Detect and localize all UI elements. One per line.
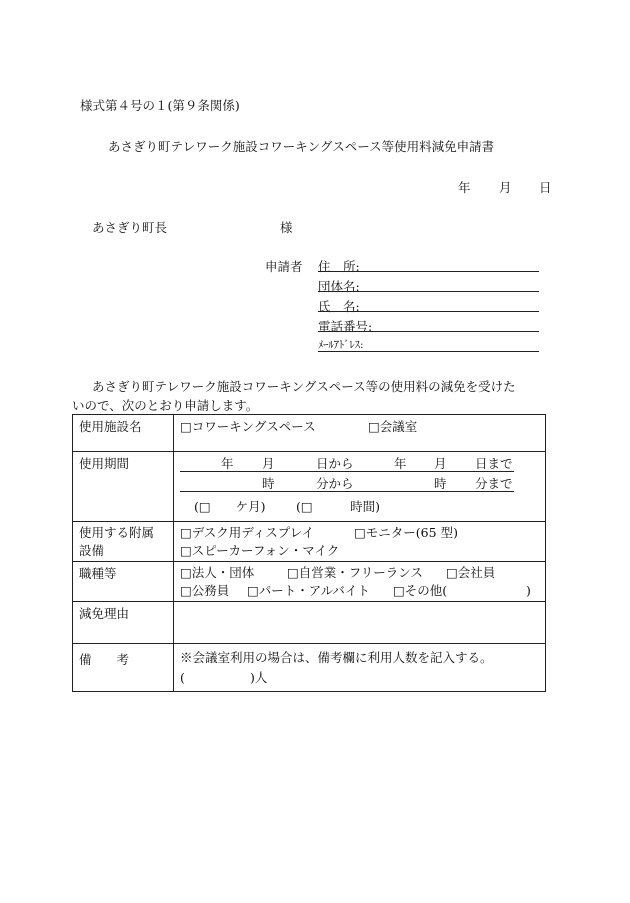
remarks-cell[interactable] [174, 644, 546, 692]
period-end-year: 年 [394, 456, 407, 471]
period-start-year: 年 [221, 456, 234, 471]
occupation-cell [174, 562, 546, 602]
equipment-option-display[interactable]: □デスク用ディスプレイ [180, 525, 315, 540]
applicant-email-line[interactable] [318, 351, 539, 352]
facility-option-coworking[interactable]: □コワーキングスペース [180, 419, 316, 434]
applicant-phone-label: 電話番号: [318, 319, 373, 334]
reason-label: 減免理由 [73, 602, 174, 644]
period-cell [174, 452, 546, 522]
occupation-label: 職種等 [73, 562, 174, 602]
facility-label: 使用施設名 [73, 415, 174, 452]
occupation-option-part-time[interactable]: □パート・アルバイト [247, 583, 370, 598]
occupation-option-corporation[interactable]: □法人・団体 [180, 565, 255, 580]
period-start-hour: 時 [262, 476, 275, 491]
facility-cell [174, 415, 546, 452]
remarks-label: 備 考 [73, 644, 174, 692]
period-end-day: 日まで [475, 456, 513, 471]
intro-line-2: いので、次のとおり申請します。 [72, 398, 259, 413]
addressee-honorific: 様 [280, 220, 293, 235]
application-table [72, 414, 546, 692]
facility-option-meeting-room[interactable]: □会議室 [368, 419, 418, 434]
period-start-day: 日から [316, 456, 354, 471]
occupation-option-freelance[interactable]: □自営業・フリーランス [287, 565, 423, 580]
period-date-line[interactable] [180, 471, 514, 472]
applicant-address-label: 住 所: [318, 259, 360, 274]
equipment-option-monitor[interactable]: □モニター(65 型) [354, 525, 458, 540]
remarks-people-unit: )人 [250, 670, 268, 685]
period-time-line[interactable] [180, 491, 514, 492]
occupation-option-other[interactable]: □その他( [393, 583, 448, 598]
applicant-group-label: 団体名: [318, 279, 360, 294]
equipment-label: 使用する附属 設備 [73, 522, 174, 562]
addressee-name: あさぎり町長 [92, 220, 168, 235]
period-label: 使用期間 [73, 452, 174, 522]
period-end-month: 月 [434, 456, 447, 471]
applicant-address-line[interactable] [318, 271, 539, 272]
period-months[interactable]: (□ ケ月) [194, 499, 266, 514]
applicant-label: 申請者 [265, 259, 303, 274]
applicant-group-line[interactable] [318, 291, 539, 292]
period-end-minute: 分まで [475, 476, 513, 491]
equipment-cell [174, 522, 546, 562]
applicant-name-label: 氏 名: [318, 299, 360, 314]
date-month: 月 [499, 180, 512, 195]
period-start-minute: 分から [316, 476, 354, 491]
equipment-option-speakerphone[interactable]: □スピーカーフォン・マイク [180, 543, 340, 558]
period-hours[interactable]: (□ 時間) [296, 499, 381, 514]
applicant-name-line[interactable] [318, 311, 539, 312]
form-number: 様式第４号の１(第９条関係) [80, 98, 240, 113]
applicant-phone-line[interactable] [318, 331, 539, 332]
form-title: あさぎり町テレワーク施設コワーキングスペース等使用料減免申請書 [108, 139, 495, 154]
period-start-month: 月 [262, 456, 275, 471]
applicant-email-label: ﾒｰﾙｱﾄﾞﾚｽ: [318, 339, 364, 351]
period-end-hour: 時 [434, 476, 447, 491]
remarks-open: ( [180, 670, 185, 685]
reason-field[interactable] [174, 602, 546, 644]
date-year: 年 [458, 180, 471, 195]
remarks-note: ※会議室利用の場合は、備考欄に利用人数を記入する。 [180, 650, 493, 665]
date-day: 日 [539, 180, 552, 195]
occupation-other-close: ) [526, 583, 531, 598]
intro-line-1: あさぎり町テレワーク施設コワーキングスペース等の使用料の減免を受けた [92, 379, 516, 394]
occupation-option-employee[interactable]: □会社員 [446, 565, 496, 580]
occupation-option-civil-servant[interactable]: □公務員 [180, 583, 230, 598]
